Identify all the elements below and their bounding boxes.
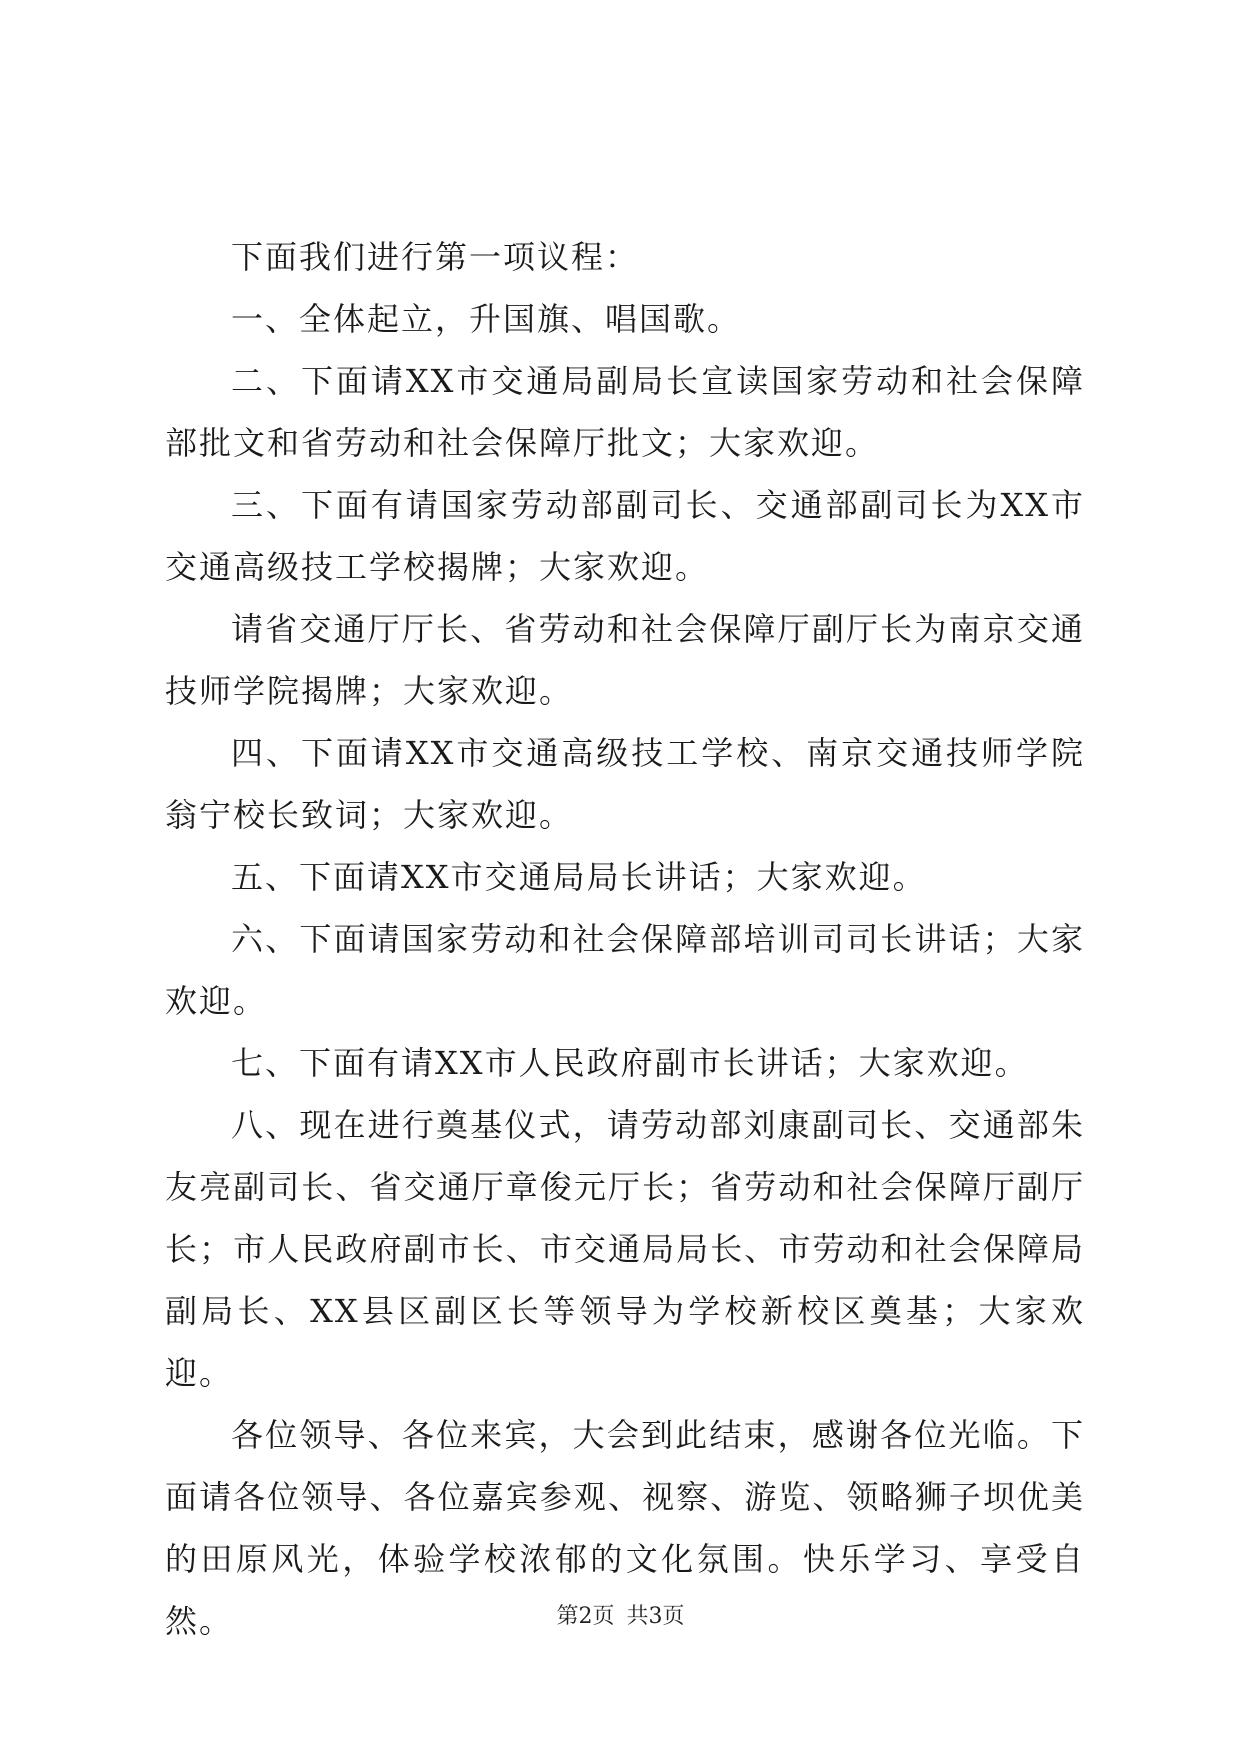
paragraph-item-2: 二、下面请XX市交通局副局长宣读国家劳动和社会保障部批文和省劳动和社会保障厅批文；大家欢迎。 [165,362,1085,462]
paragraph-item-1: 一、全体起立，升国旗、唱国歌。 [231,300,742,338]
page-total: 共3页 [626,1604,685,1629]
paragraph-item-5: 五、下面请XX市交通局局长讲话；大家欢迎。 [231,858,927,896]
paragraph-item-6: 六、下面请国家劳动和社会保障部培训司司长讲话；大家欢迎。 [165,920,1085,1020]
document-body [165,226,1085,1652]
paragraph-item-7: 七、下面有请XX市人民政府副市长讲话；大家欢迎。 [231,1044,1029,1082]
paragraph-closing: 各位领导、各位来宾，大会到此结束，感谢各位光临。下面请各位领导、各位嘉宾参观、视察、游览、领略狮子坝优美的田原风光，体验学校浓郁的文化氛围。快乐学习、享受自然。 [165,1416,1085,1640]
page-number: 第2页 [556,1604,615,1629]
paragraph-item-4: 四、下面请XX市交通高级技工学校、南京交通技师学院翁宁校长致词；大家欢迎。 [165,734,1085,834]
paragraph-item-3: 三、下面有请国家劳动部副司长、交通部副司长为XX市交通高级技工学校揭牌；大家欢迎。 [165,486,1085,586]
page-footer [0,1602,1241,1632]
paragraph-item-3-cont: 请省交通厅厅长、省劳动和社会保障厅副厅长为南京交通技师学院揭牌；大家欢迎。 [165,610,1085,710]
paragraph-agenda-intro: 下面我们进行第一项议程： [231,238,640,276]
paragraph-item-8: 八、现在进行奠基仪式，请劳动部刘康副司长、交通部朱友亮副司长、省交通厅章俊元厅长；省劳动和社会保障厅副厅长；市人民政府副市长、市交通局局长、市劳动和社会保障局副局长、XX县区副区长等领导为学校新校区奠基；大家欢迎。 [165,1106,1085,1392]
